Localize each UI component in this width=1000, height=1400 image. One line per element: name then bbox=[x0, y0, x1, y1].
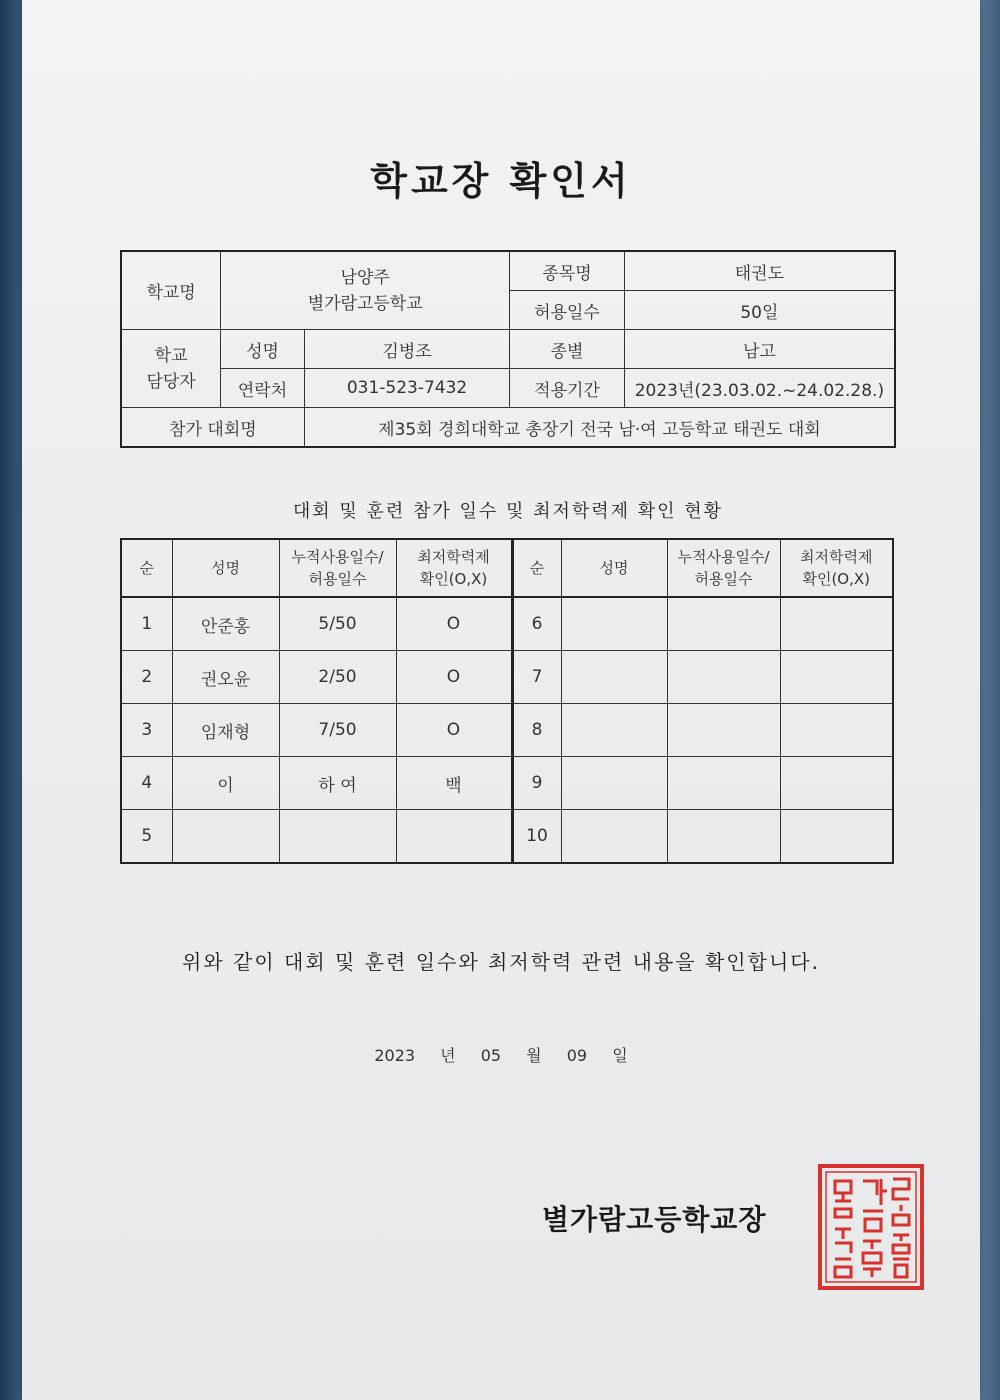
row-check bbox=[780, 757, 893, 810]
confirmation-statement: 위와 같이 대회 및 훈련 일수와 최저학력 관련 내용을 확인합니다. bbox=[182, 950, 820, 974]
row-check: 백 bbox=[396, 757, 512, 810]
event-value: 제35회 경희대학교 총장기 전국 남·여 고등학교 태권도 대회 bbox=[304, 408, 895, 448]
row-no: 6 bbox=[512, 597, 561, 651]
header-check-line-1: 최저학력제 bbox=[417, 548, 490, 566]
manager-label bbox=[121, 330, 221, 408]
status-section-title: 대회 및 훈련 참가 일수 및 최저학력제 확인 현황 bbox=[292, 501, 724, 522]
row-name: 권오윤 bbox=[172, 651, 279, 704]
event-label: 참가 대회명 bbox=[121, 408, 304, 448]
signer-name: 별가람고등학교장 bbox=[542, 1203, 767, 1236]
header-name: 성명 bbox=[561, 539, 667, 597]
row-no: 9 bbox=[512, 757, 561, 810]
row-no: 2 bbox=[121, 651, 172, 704]
table-row bbox=[121, 757, 893, 810]
header-used-line-2: 허용일수 bbox=[694, 570, 753, 588]
school-label: 학교명 bbox=[121, 251, 221, 330]
row-used bbox=[667, 704, 780, 757]
row-check: O bbox=[396, 651, 512, 704]
row-check bbox=[780, 810, 893, 864]
school-line-2: 별가람고등학교 bbox=[307, 293, 423, 314]
sport-value: 태권도 bbox=[624, 251, 895, 291]
sport-label: 종목명 bbox=[510, 251, 625, 291]
row-used: 하 여 bbox=[279, 757, 396, 810]
row-no: 4 bbox=[121, 757, 172, 810]
manager-label-line-1: 학교 bbox=[154, 345, 188, 366]
days-value: 50일 bbox=[624, 291, 895, 330]
row-no: 3 bbox=[121, 704, 172, 757]
info-row bbox=[121, 369, 895, 408]
header-check bbox=[780, 539, 893, 597]
row-used bbox=[667, 651, 780, 704]
status-header-row bbox=[121, 539, 893, 597]
table-row bbox=[121, 651, 893, 704]
header-check-line-1: 최저학력제 bbox=[800, 548, 873, 566]
info-row bbox=[121, 330, 895, 369]
row-name bbox=[561, 651, 667, 704]
issue-date bbox=[22, 1043, 980, 1066]
header-check-line-2: 확인(O,X) bbox=[419, 570, 488, 588]
row-used: 5/50 bbox=[279, 597, 396, 651]
table-row bbox=[121, 597, 893, 651]
contact-value: 031-523-7432 bbox=[304, 369, 509, 408]
date-day: 09 bbox=[566, 1046, 588, 1065]
row-used bbox=[667, 810, 780, 864]
row-used bbox=[279, 810, 396, 864]
info-row bbox=[121, 408, 895, 448]
category-value: 남고 bbox=[624, 330, 895, 369]
row-name bbox=[172, 810, 279, 864]
row-check bbox=[396, 810, 512, 864]
category-label: 종별 bbox=[510, 330, 625, 369]
date-day-unit: 일 bbox=[612, 1046, 628, 1065]
name-label: 성명 bbox=[221, 330, 305, 369]
row-name bbox=[561, 597, 667, 651]
date-month: 05 bbox=[480, 1046, 502, 1065]
row-check: O bbox=[396, 704, 512, 757]
name-value: 김병조 bbox=[304, 330, 509, 369]
header-used bbox=[667, 539, 780, 597]
row-no: 8 bbox=[512, 704, 561, 757]
date-year: 2023 bbox=[374, 1046, 416, 1065]
row-no: 1 bbox=[121, 597, 172, 651]
header-used-line-1: 누적사용일수/ bbox=[677, 548, 770, 566]
date-year-unit: 년 bbox=[440, 1046, 456, 1065]
contact-label: 연락처 bbox=[221, 369, 305, 408]
seal-glyphs bbox=[835, 1179, 909, 1277]
info-row bbox=[121, 251, 895, 291]
header-check-line-2: 확인(O,X) bbox=[802, 570, 871, 588]
row-no: 7 bbox=[512, 651, 561, 704]
document-page bbox=[22, 0, 980, 1400]
row-no: 5 bbox=[121, 810, 172, 864]
days-label: 허용일수 bbox=[510, 291, 625, 330]
date-month-unit: 월 bbox=[526, 1046, 542, 1065]
row-used bbox=[667, 597, 780, 651]
info-table bbox=[120, 250, 896, 448]
status-table bbox=[120, 538, 894, 864]
row-name bbox=[561, 704, 667, 757]
row-check bbox=[780, 651, 893, 704]
header-check bbox=[396, 539, 512, 597]
school-value bbox=[221, 251, 510, 330]
row-name: 이 bbox=[172, 757, 279, 810]
document-title: 학교장 확인서 bbox=[370, 159, 632, 203]
row-name bbox=[561, 757, 667, 810]
row-check: O bbox=[396, 597, 512, 651]
row-check bbox=[780, 597, 893, 651]
header-used-line-1: 누적사용일수/ bbox=[291, 548, 384, 566]
row-no: 10 bbox=[512, 810, 561, 864]
header-name: 성명 bbox=[172, 539, 279, 597]
period-value: 2023년(23.03.02.~24.02.28.) bbox=[624, 369, 895, 408]
header-used-line-2: 허용일수 bbox=[308, 570, 367, 588]
header-used bbox=[279, 539, 396, 597]
row-name bbox=[561, 810, 667, 864]
row-used: 2/50 bbox=[279, 651, 396, 704]
row-name: 임재형 bbox=[172, 704, 279, 757]
row-name: 안준홍 bbox=[172, 597, 279, 651]
period-label: 적용기간 bbox=[510, 369, 625, 408]
manager-label-line-2: 담당자 bbox=[146, 371, 196, 392]
official-seal bbox=[817, 1163, 925, 1291]
table-row bbox=[121, 704, 893, 757]
row-used: 7/50 bbox=[279, 704, 396, 757]
table-row bbox=[121, 810, 893, 864]
header-no: 순 bbox=[121, 539, 172, 597]
header-no: 순 bbox=[512, 539, 561, 597]
school-line-1: 남양주 bbox=[340, 267, 390, 288]
row-used bbox=[667, 757, 780, 810]
row-check bbox=[780, 704, 893, 757]
